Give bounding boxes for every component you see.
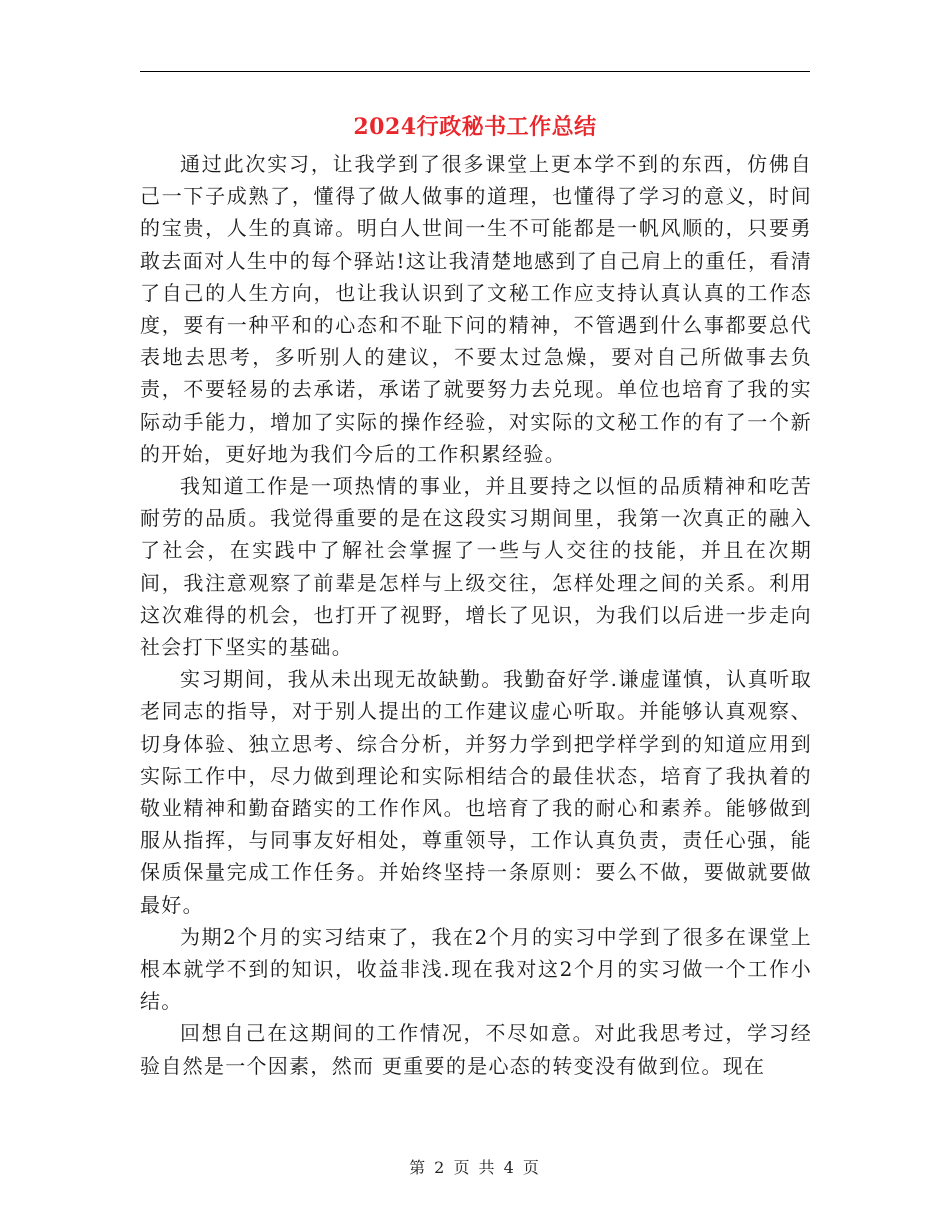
paragraph-1: 通过此次实习，让我学到了很多课堂上更本学不到的东西，仿佛自己一下子成熟了，懂得了做人做事的道理，也懂得了学习的意义，时间的宝贵，人生的真谛。明白人世间一生不可能都是一帆风顺的，只要勇敢去面对人生中的每个驿站!这让我清楚地感到了自己肩上的重任，看清了自己的人生方向，也让我认识到了文秘工作应支持认真认真的工作态度，要有一种平和的心态和不耻下问的精神，不管遇到什么事都要总代表地去思考，多听别人的建议，不要太过急燥，要对自己所做事去负责，不要轻易的去承诺，承诺了就要努力去兑现。单位也培育了我的实际动手能力，增加了实际的操作经验，对实际的文秘工作的有了一个新的开始，更好地为我们今后的工作积累经验。 — [140, 152, 812, 466]
document-body — [140, 148, 812, 1082]
header-rule — [140, 71, 810, 72]
paragraph-5: 回想自己在这期间的工作情况，不尽如意。对此我思考过，学习经验自然是一个因素，然而 更重要的是心态的转变没有做到位。现在 — [140, 1021, 812, 1078]
document-title: 2024行政秘书工作总结 — [353, 114, 597, 140]
paragraph-3: 实习期间，我从未出现无故缺勤。我勤奋好学.谦虚谨慎，认真听取老同志的指导，对于别人提出的工作建议虚心听取。并能够认真观察、切身体验、独立思考、综合分析，并努力学到把学样学到的知道应用到实际工作中，尽力做到理论和实际相结合的最佳状态，培育了我执着的敬业精神和勤奋踏实的工作作风。也培育了我的耐心和素养。能够做到服从指挥，与同事友好相处，尊重领导，工作认真负责，责任心强，能保质保量完成工作任务。并始终坚持一条原则：要么不做，要做就要做最好。 — [140, 667, 812, 917]
paragraph-2: 我知道工作是一项热情的事业，并且要持之以恒的品质精神和吃苦耐劳的品质。我觉得重要的是在这段实习期间里，我第一次真正的融入了社会，在实践中了解社会掌握了一些与人交往的技能，并且在次期间，我注意观察了前辈是怎样与上级交往，怎样处理之间的关系。利用这次难得的机会，也打开了视野，增长了见识，为我们以后进一步走向社会打下坚实的基础。 — [140, 474, 812, 660]
page-number: 第 2 页 共 4 页 — [409, 1158, 541, 1177]
paragraph-4: 为期2个月的实习结束了，我在2个月的实习中学到了很多在课堂上根本就学不到的知识，收益非浅.现在我对这2个月的实习做一个工作小结。 — [140, 924, 812, 1014]
